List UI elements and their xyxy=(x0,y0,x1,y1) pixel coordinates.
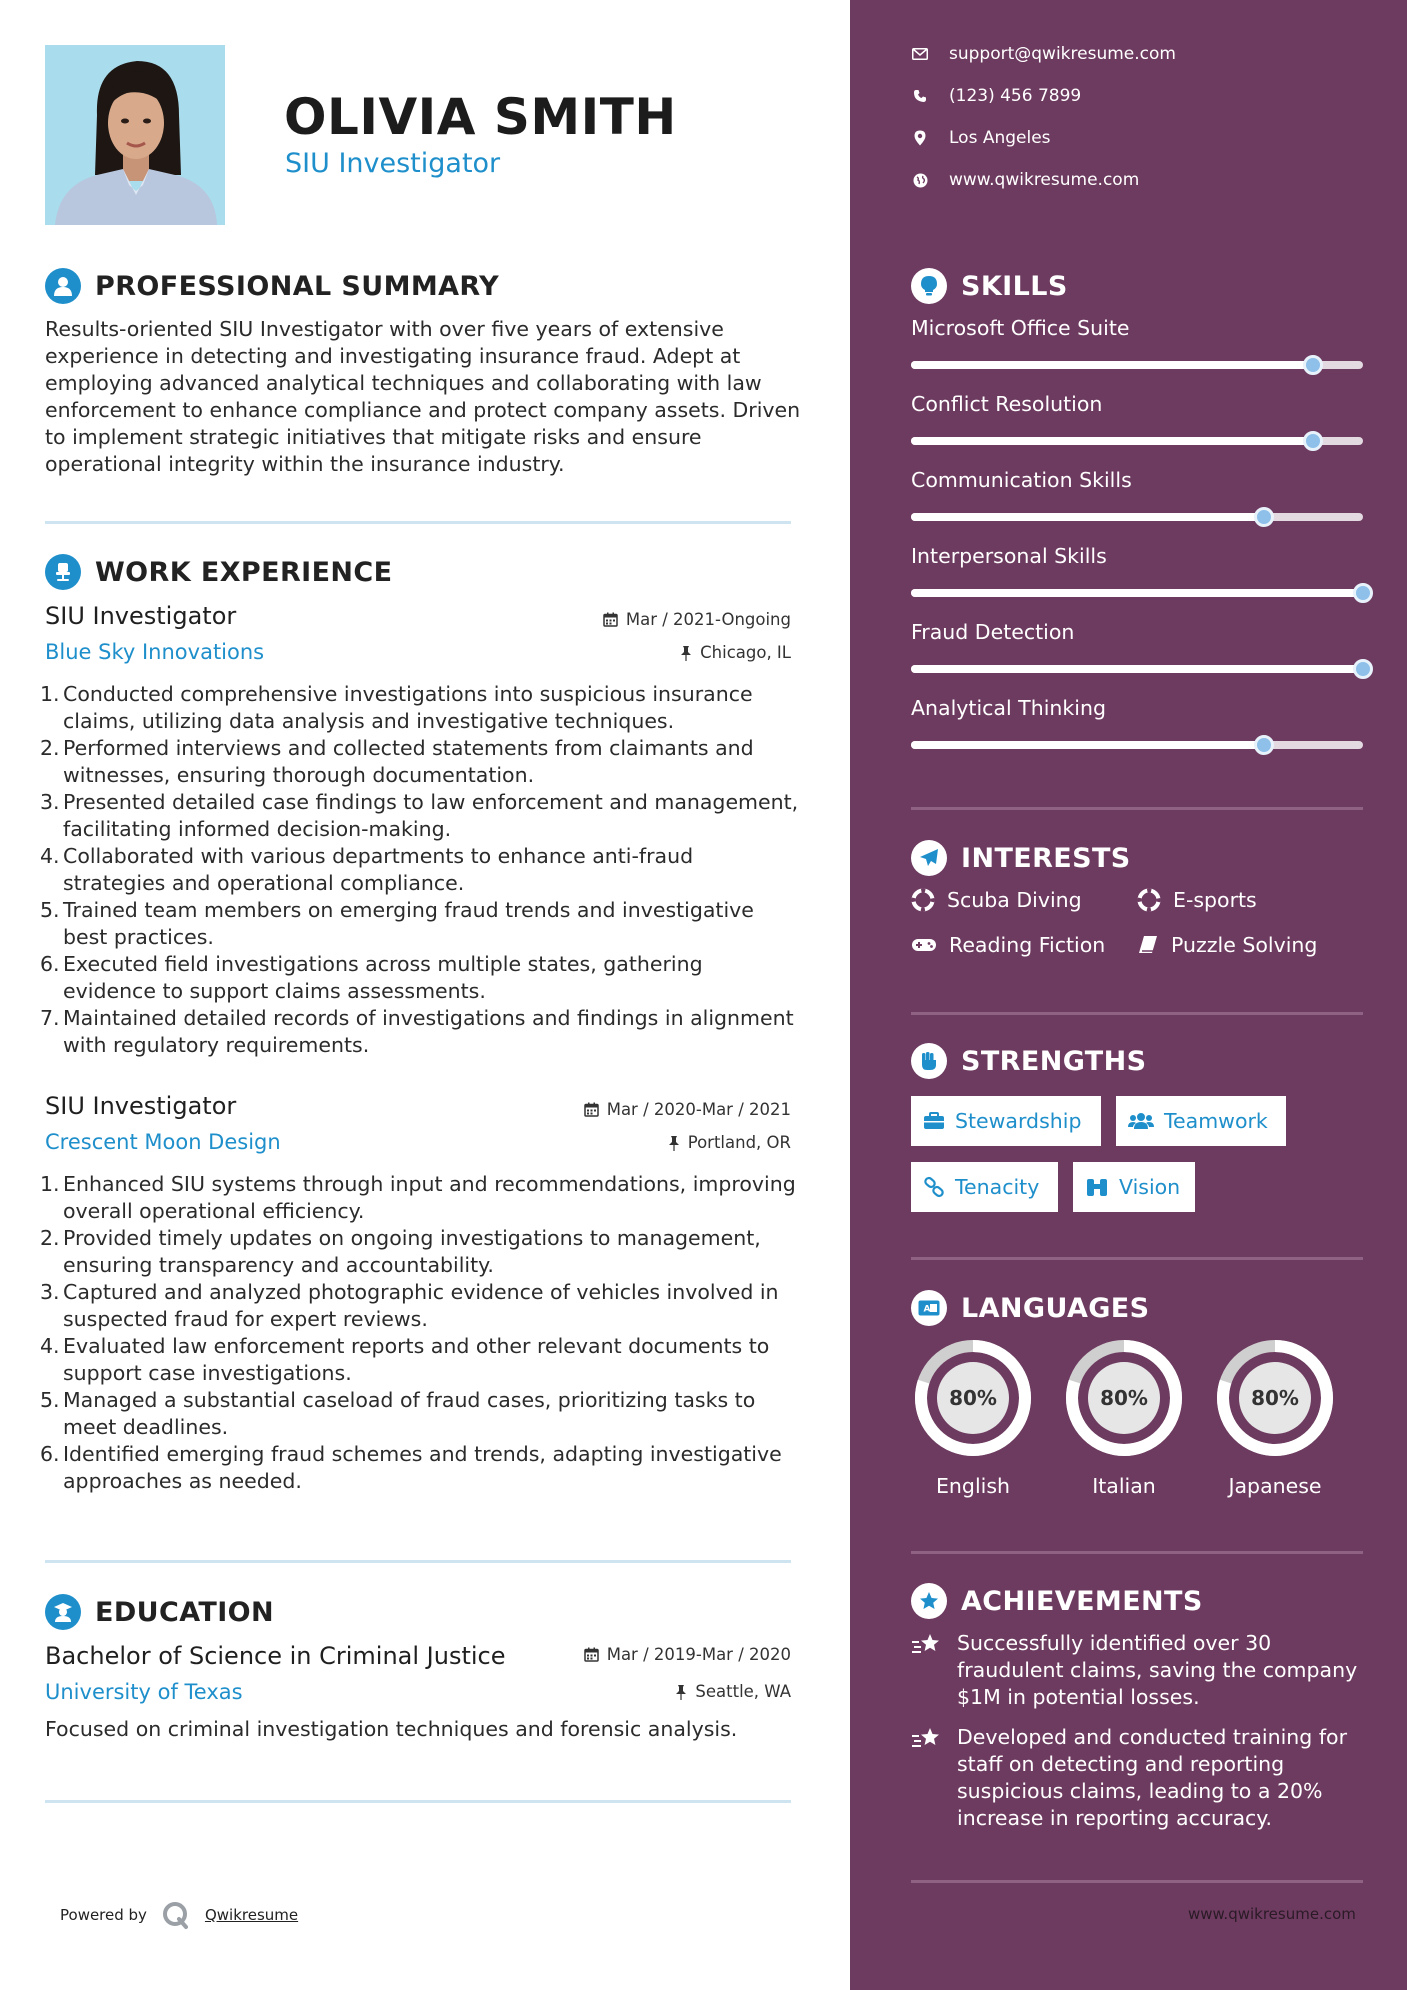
skill-bar-fill xyxy=(911,437,1313,445)
calendar-icon xyxy=(603,612,618,627)
strength-tag xyxy=(911,1162,1058,1212)
map-marker-icon xyxy=(911,130,929,146)
job-dates-text: Mar / 2020-Mar / 2021 xyxy=(606,1100,791,1119)
language-percent: 80% xyxy=(949,1386,997,1410)
divider xyxy=(45,1560,791,1563)
achievement-item xyxy=(911,1630,1371,1711)
language-name: Italian xyxy=(1092,1474,1156,1498)
shooting-star-icon xyxy=(911,1724,943,1832)
contact-email-text: support@qwikresume.com xyxy=(949,44,1176,64)
phone-icon xyxy=(911,89,929,103)
languages-heading xyxy=(911,1290,1150,1326)
list-item: 6. Executed field investigations across multiple states, gathering evidence to support claims assessments. xyxy=(40,952,703,1003)
divider xyxy=(911,1880,1363,1883)
contact-phone-text: (123) 456 7899 xyxy=(949,86,1082,106)
language-ring xyxy=(1062,1336,1186,1460)
divider xyxy=(45,1800,791,1803)
skill-bar-fill xyxy=(911,665,1363,673)
skill-level-knob xyxy=(1254,507,1274,527)
interest-label: E-sports xyxy=(1173,888,1257,912)
job-location-text: Chicago, IL xyxy=(700,643,791,662)
strengths-title: STRENGTHS xyxy=(961,1045,1147,1077)
strength-label: Stewardship xyxy=(955,1109,1082,1133)
interest-item xyxy=(911,933,1105,957)
globe-icon xyxy=(911,173,929,188)
job-title: SIU Investigator xyxy=(45,602,237,630)
skill-bar xyxy=(911,741,1363,749)
shooting-star-icon xyxy=(911,1630,943,1711)
list-item: 5. Trained team members on emerging fraud trends and investigative best practices. xyxy=(40,898,754,949)
skill-label: Communication Skills xyxy=(911,468,1132,492)
job-company: Crescent Moon Design xyxy=(45,1130,281,1154)
fist-icon xyxy=(911,1043,947,1079)
job-dates xyxy=(603,610,791,629)
envelope-icon xyxy=(911,48,929,60)
star-badge-icon xyxy=(911,1583,947,1619)
divider xyxy=(911,807,1363,810)
language-percent: 80% xyxy=(1100,1386,1148,1410)
education-location xyxy=(675,1682,791,1701)
interest-label: Scuba Diving xyxy=(947,888,1082,912)
job-location-text: Portland, OR xyxy=(687,1133,791,1152)
gamepad-icon xyxy=(911,937,937,953)
language-item xyxy=(1062,1336,1186,1498)
list-item: 7. Maintained detailed records of investigations and findings in alignment with regulatory requirements. xyxy=(40,1006,794,1057)
calendar-icon xyxy=(584,1102,599,1117)
contact-location xyxy=(911,128,1051,148)
job-bullets xyxy=(40,681,800,1059)
list-item: 2. Provided timely updates on ongoing investigations to management, ensuring transparency and accountability. xyxy=(40,1226,761,1277)
achievements-heading xyxy=(911,1583,1203,1619)
job-location xyxy=(680,643,791,662)
job-bullets xyxy=(40,1171,800,1495)
pin-icon xyxy=(675,1684,687,1700)
calendar-icon xyxy=(584,1647,599,1662)
language-ring xyxy=(911,1336,1035,1460)
skill-bar-fill xyxy=(911,361,1313,369)
strength-label: Vision xyxy=(1119,1175,1181,1199)
skill-bar xyxy=(911,437,1363,445)
language-item xyxy=(1213,1336,1337,1498)
skill-bar xyxy=(911,589,1363,597)
skill-level-knob xyxy=(1254,735,1274,755)
strength-label: Teamwork xyxy=(1164,1109,1268,1133)
qwikresume-logo-icon xyxy=(161,1900,191,1930)
link-icon xyxy=(923,1176,945,1198)
divider xyxy=(911,1551,1363,1554)
graduate-icon xyxy=(45,1594,81,1630)
language-item xyxy=(911,1336,1035,1498)
skill-bar xyxy=(911,361,1363,369)
experience-title: WORK EXPERIENCE xyxy=(95,556,393,588)
contact-website-text: www.qwikresume.com xyxy=(949,170,1140,190)
divider xyxy=(911,1012,1363,1015)
summary-text: Results-oriented SIU Investigator with over five years of extensive experience in detecting and investigating insurance fraud. Adept at employing advanced analytical techniques and collaborating with law enforcement to enhance compliance and protect company assets. Driven to implement strategic initiatives that mitigate risks and ensure operational integrity within the insurance industry. xyxy=(45,317,801,476)
interest-item xyxy=(911,888,1082,912)
job-location xyxy=(668,1133,791,1152)
skill-bar xyxy=(911,513,1363,521)
pin-icon xyxy=(668,1135,680,1151)
pin-icon xyxy=(680,645,692,661)
interest-item xyxy=(1137,888,1257,912)
profile-photo xyxy=(45,45,225,225)
contact-website[interactable] xyxy=(911,170,1139,190)
list-item: 4. Collaborated with various departments to enhance anti-fraud strategies and operational compliance. xyxy=(40,844,694,895)
job-dates xyxy=(584,1100,791,1119)
skill-bar-fill xyxy=(911,513,1264,521)
candidate-role: SIU Investigator xyxy=(285,148,501,179)
strength-tag xyxy=(911,1096,1101,1146)
interest-label: Puzzle Solving xyxy=(1171,933,1318,957)
skills-title: SKILLS xyxy=(961,270,1068,302)
divider xyxy=(911,1257,1363,1260)
skill-label: Microsoft Office Suite xyxy=(911,316,1130,340)
skill-level-knob xyxy=(1303,431,1323,451)
list-item: 3. Presented detailed case findings to law enforcement and management, facilitating informed decision-making. xyxy=(40,790,799,841)
experience-heading xyxy=(45,554,392,590)
list-item: 5. Managed a substantial caseload of fraud cases, prioritizing tasks to meet deadlines. xyxy=(40,1388,756,1439)
lightbulb-icon xyxy=(911,268,947,304)
strength-tag xyxy=(1116,1096,1286,1146)
achievements-title: ACHIEVEMENTS xyxy=(961,1585,1203,1617)
contact-location-text: Los Angeles xyxy=(949,128,1051,148)
language-percent: 80% xyxy=(1251,1386,1299,1410)
book-icon xyxy=(1137,934,1159,956)
skill-label: Analytical Thinking xyxy=(911,696,1106,720)
binoculars-icon xyxy=(1085,1177,1109,1197)
languages-title: LANGUAGES xyxy=(961,1292,1150,1324)
life-ring-icon xyxy=(1137,888,1161,912)
interests-heading xyxy=(911,840,1131,876)
education-dates xyxy=(584,1645,791,1664)
interest-label: Reading Fiction xyxy=(949,933,1106,957)
sidebar xyxy=(850,0,1407,1990)
language-name: Japanese xyxy=(1228,1474,1322,1498)
chair-icon xyxy=(45,554,81,590)
users-icon xyxy=(1128,1112,1154,1130)
contact-phone[interactable] xyxy=(911,86,1081,106)
briefcase-icon xyxy=(923,1112,945,1130)
skills-heading xyxy=(911,268,1068,304)
footer-url[interactable]: www.qwikresume.com xyxy=(1188,1905,1356,1923)
language-name: English xyxy=(935,1474,1011,1498)
interests-title: INTERESTS xyxy=(961,842,1131,874)
skill-label: Interpersonal Skills xyxy=(911,544,1107,568)
education-location-text: Seattle, WA xyxy=(695,1682,791,1701)
education-description: Focused on criminal investigation techniques and forensic analysis. xyxy=(45,1717,738,1741)
education-title: EDUCATION xyxy=(95,1596,275,1628)
skill-label: Conflict Resolution xyxy=(911,392,1103,416)
list-item: 1. Conducted comprehensive investigations into suspicious insurance claims, utilizing data analysis and investigative techniques. xyxy=(40,682,753,733)
divider xyxy=(45,521,791,524)
language-ring xyxy=(1213,1336,1337,1460)
achievement-text: Successfully identified over 30 fraudulent claims, saving the company $1M in potential losses. xyxy=(957,1631,1358,1709)
qwikresume-link[interactable]: Qwikresume xyxy=(204,1906,299,1924)
achievement-item xyxy=(911,1724,1371,1832)
strength-tag xyxy=(1073,1162,1195,1212)
powered-by-label: Powered by xyxy=(60,1906,147,1924)
list-item: 2. Performed interviews and collected statements from claimants and witnesses, ensuring thorough documentation. xyxy=(40,736,754,787)
list-item: 3. Captured and analyzed photographic evidence of vehicles involved in suspected fraud for expert reviews. xyxy=(40,1280,779,1331)
job-company: Blue Sky Innovations xyxy=(45,640,265,664)
summary-heading xyxy=(45,268,499,304)
translate-icon xyxy=(911,1290,947,1326)
user-icon xyxy=(45,268,81,304)
job-dates-text: Mar / 2021-Ongoing xyxy=(625,610,791,629)
skill-bar-fill xyxy=(911,741,1264,749)
skill-level-knob xyxy=(1353,659,1373,679)
education-heading xyxy=(45,1594,274,1630)
summary-title: PROFESSIONAL SUMMARY xyxy=(95,270,500,302)
strengths-heading xyxy=(911,1043,1146,1079)
skill-bar xyxy=(911,665,1363,673)
achievement-text: Developed and conducted training for staff on detecting and reporting suspicious claims, leading to a 20% increase in reporting accuracy. xyxy=(957,1725,1348,1830)
powered-by xyxy=(60,1900,298,1930)
education-degree: Bachelor of Science in Criminal Justice xyxy=(45,1642,506,1670)
strength-label: Tenacity xyxy=(955,1175,1040,1199)
skill-level-knob xyxy=(1353,583,1373,603)
life-ring-icon xyxy=(911,888,935,912)
list-item: 4. Evaluated law enforcement reports and other relevant documents to support case investigations. xyxy=(40,1334,770,1385)
contact-email[interactable] xyxy=(911,44,1176,64)
education-school: University of Texas xyxy=(45,1680,243,1704)
candidate-name: OLIVIA SMITH xyxy=(284,88,677,146)
skill-label: Fraud Detection xyxy=(911,620,1075,644)
list-item: 6. Identified emerging fraud schemes and trends, adapting investigative approaches as needed. xyxy=(40,1442,782,1493)
skill-bar-fill xyxy=(911,589,1363,597)
interest-item xyxy=(1137,933,1317,957)
paper-plane-icon xyxy=(911,840,947,876)
list-item: 1. Enhanced SIU systems through input and recommendations, improving overall operational efficiency. xyxy=(40,1172,796,1223)
skill-level-knob xyxy=(1303,355,1323,375)
education-dates-text: Mar / 2019-Mar / 2020 xyxy=(606,1645,791,1664)
svg-text:A: A xyxy=(923,1304,931,1315)
job-title: SIU Investigator xyxy=(45,1092,237,1120)
